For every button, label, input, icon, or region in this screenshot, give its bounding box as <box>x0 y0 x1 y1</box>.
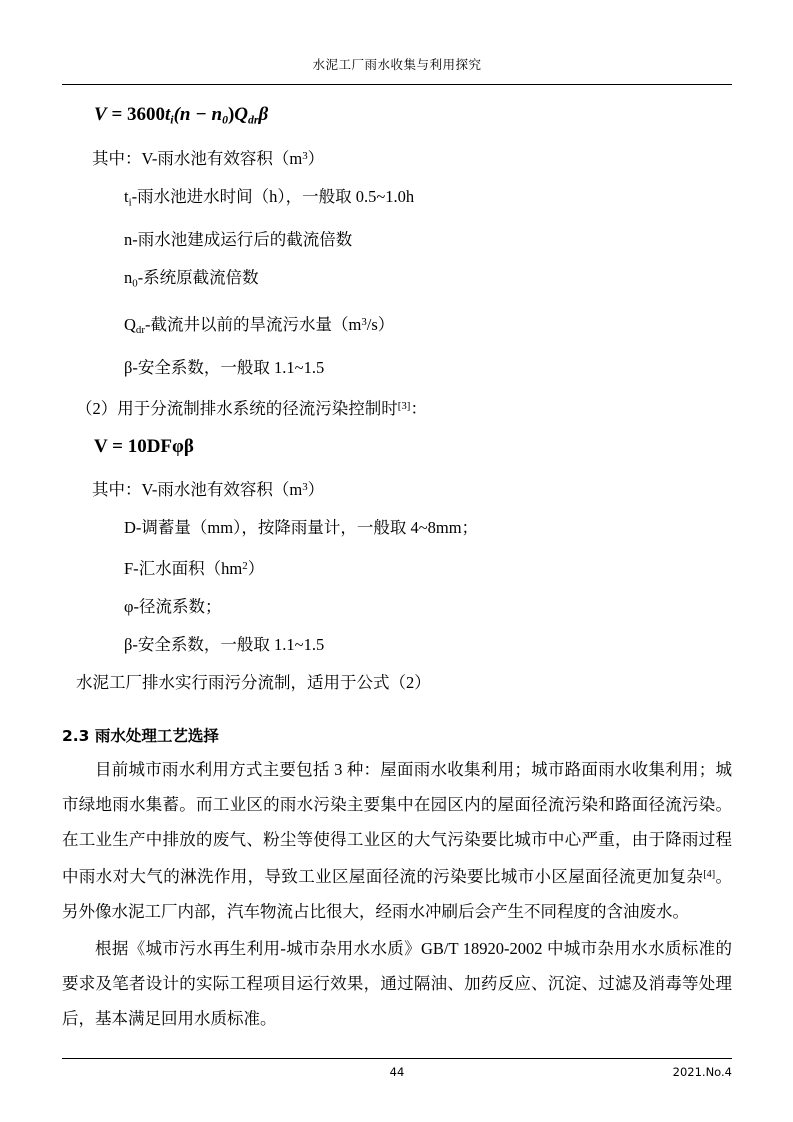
section-heading: 2.3 雨水处理工艺选择 <box>62 726 219 745</box>
formula-1-q-subscript: dr <box>248 113 259 127</box>
numbered-clause-text: （2）用于分流制排水系统的径流污染控制时 <box>76 398 398 418</box>
definition-text: -系统原截流倍数 <box>137 268 259 288</box>
definition-item <box>124 349 732 387</box>
definition-symbol: t <box>124 187 129 207</box>
definition-item <box>124 547 732 588</box>
page-content <box>62 0 732 1122</box>
definition-symbol: n <box>124 230 133 250</box>
definition-item <box>124 509 732 547</box>
section-paragraph-1-text-b: 。另外像水泥工厂内部，汽车物流占比很大，经雨水冲刷后会产生不同程度的含油废水。 <box>62 866 733 921</box>
definition-item <box>124 303 732 349</box>
formula-1-where-line <box>92 137 732 178</box>
definition-symbol: n <box>124 268 133 288</box>
formula-1-paren-open: (n − n <box>173 104 223 125</box>
formula-2-where-line <box>92 468 732 509</box>
formula-2-where-label: 其中：V-雨水池有效容积（m <box>92 479 303 499</box>
formula-1-n-subscript: 0 <box>222 113 228 127</box>
definition-text: F-汇水面积（hm <box>124 558 243 578</box>
definition-symbol-subscript: 0 <box>132 277 138 290</box>
formula-1-paren-close: ) <box>227 104 235 125</box>
definition-text: β-安全系数，一般取 1.1~1.5 <box>124 634 325 654</box>
formula-1-t-subscript: i <box>170 113 174 127</box>
formula-2-where-tail: ） <box>307 479 325 499</box>
formula-1-beta: β <box>258 104 269 125</box>
footer-divider <box>62 1058 732 1059</box>
definition-symbol: β <box>124 357 133 377</box>
formula-1-q: Q <box>234 104 249 125</box>
section-paragraph-1-text-a: 目前城市雨水利用方式主要包括 3 种：屋面雨水收集利用；城市路面雨水收集利用；城市绿地雨水集蓄。而工业区的雨水污染主要集中在园区内的屋面径流污染和路面径流污染。在工业生产中排放的废气、粉尘等使得工业区的大气污染要比城市中心严重，由于降雨过程中雨水对大气的淋洗作用，导致工业区屋面径流的污染要比城市小区屋面径流更加复杂 <box>62 759 732 886</box>
definition-text: -雨水池建成运行后的截流倍数 <box>132 230 353 250</box>
definition-text: -截流井以前的旱流污水量（m <box>144 314 362 334</box>
definition-item <box>124 259 732 302</box>
formula-1-t: t <box>165 104 171 125</box>
definition-tail: ） <box>247 558 265 578</box>
definition-superscript: 2 <box>242 559 248 572</box>
footer-issue: 2021.No.4 <box>672 1065 732 1079</box>
reference-marker: [4] <box>703 868 716 880</box>
definition-item <box>124 221 732 259</box>
definition-text: φ-径流系数； <box>124 596 222 616</box>
definition-text: -安全系数，一般取 1.1~1.5 <box>132 357 325 377</box>
definition-superscript: 3 <box>361 315 367 328</box>
footer-page-number: 44 <box>389 1065 405 1079</box>
definition-item <box>124 588 732 626</box>
definition-symbol-subscript: dr <box>135 323 145 336</box>
formula-1-coefficient: 3600 <box>127 104 166 125</box>
reference-marker: [3] <box>397 399 411 412</box>
formula-2-text: V = 10DFφβ <box>94 435 194 457</box>
definition-symbol-subscript: i <box>128 196 132 209</box>
header-divider <box>62 84 732 85</box>
formula-1-where-superscript: 3 <box>302 150 308 163</box>
page-body <box>62 96 732 1036</box>
formula-2 <box>94 436 732 458</box>
numbered-clause <box>76 387 732 428</box>
section-paragraph-1 <box>62 752 732 929</box>
spacer <box>62 702 732 708</box>
definition-tail: /s） <box>366 314 395 334</box>
definition-text: -雨水池进水时间（h），一般取 0.5~1.0h <box>131 187 415 207</box>
numbered-clause-tail: ： <box>410 398 427 418</box>
section-paragraph-2: 根据《城市污水再生利用-城市杂用水水质》GB/T 18920-2002 中城市杂用水水质标准的要求及笔者设计的实际工程项目运行效果，通过隔油、加药反应、沉淀、过滤及消毒等处理后，基本满足回用水质标准。 <box>62 938 732 1028</box>
header-title: 水泥工厂雨水收集与利用探究 <box>312 57 482 72</box>
formula-1 <box>94 104 732 127</box>
formula-2-where-superscript: 3 <box>302 480 308 493</box>
formula-selection-note: 水泥工厂排水实行雨污分流制，适用于公式（2） <box>76 672 431 692</box>
definition-symbol: Q <box>124 314 136 334</box>
page-footer <box>62 1065 732 1085</box>
formula-1-equals: = <box>111 104 123 125</box>
formula-1-variable: V <box>94 104 107 125</box>
formula-1-where-label: 其中：V-雨水池有效容积（m <box>92 149 303 169</box>
definition-item <box>124 626 732 664</box>
page-header <box>62 55 732 74</box>
formula-1-where-tail: ） <box>307 149 325 169</box>
definition-item <box>124 178 732 221</box>
definition-text: D-调蓄量（mm），按降雨量计，一般取 4~8mm； <box>124 517 479 537</box>
